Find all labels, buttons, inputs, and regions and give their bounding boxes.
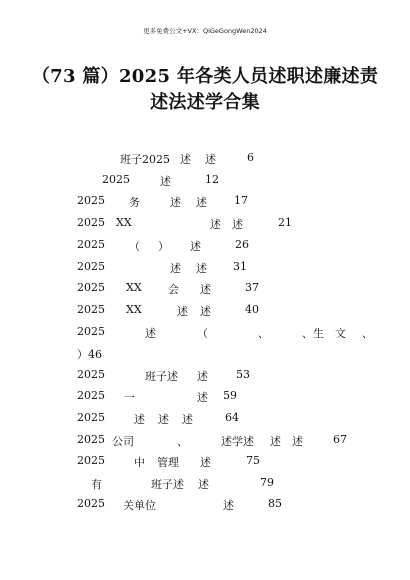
toc-page-number: 85	[268, 497, 282, 510]
toc-text-fragment: 述	[270, 435, 281, 448]
toc-page-number: 67	[333, 433, 347, 446]
toc-text-fragment: 2025	[77, 433, 105, 446]
toc-page-number: 79	[260, 476, 274, 489]
toc-text-fragment: 2025	[77, 260, 105, 273]
toc-page-number: 12	[205, 173, 219, 186]
toc-text-fragment: 中	[134, 456, 145, 469]
toc-text-fragment: 2025	[77, 281, 105, 294]
toc-page-number: 37	[245, 281, 259, 294]
toc-text-fragment: 述	[177, 305, 188, 318]
toc-text-fragment: 2025	[77, 194, 105, 207]
toc-text-fragment: 管理	[157, 456, 179, 469]
toc-text-fragment: 2025	[77, 497, 105, 510]
toc-page-number: 31	[233, 260, 247, 273]
toc-text-fragment: 2025	[77, 303, 105, 316]
toc-text-fragment: 、生	[302, 327, 324, 340]
toc-text-fragment: 一	[124, 391, 135, 404]
toc-text-fragment: 关单位	[123, 499, 156, 512]
toc-text-fragment: 述	[180, 153, 191, 166]
toc-text-fragment: 班子述	[145, 370, 178, 383]
toc-text-fragment: ）	[158, 240, 169, 253]
toc-text-fragment: 、	[362, 327, 373, 340]
toc-page-number: 21	[278, 216, 292, 229]
toc-page-number: 26	[235, 238, 249, 251]
toc-text-fragment: 2025	[77, 368, 105, 381]
toc-text-fragment: 述	[197, 370, 208, 383]
toc-text-fragment: 述	[145, 327, 156, 340]
toc-page-number: 59	[223, 389, 237, 402]
toc-text-fragment: 班子2025	[120, 153, 170, 166]
page-header-note: 更多免费公文+VX：QiGeGongWen2024	[143, 27, 267, 35]
toc-text-fragment: 、	[177, 435, 188, 448]
title-line-2: 述法述学合集	[150, 92, 260, 113]
toc-text-fragment: 2025	[77, 216, 105, 229]
title-line-1: （73 篇）2025 年各类人员述职述廉述责	[31, 66, 379, 87]
toc-text-fragment: 述	[158, 413, 169, 426]
toc-text-fragment: 务	[129, 196, 140, 209]
toc-text-fragment: 述	[200, 456, 211, 469]
toc-text-fragment: 2025	[77, 454, 105, 467]
toc-page-number: 53	[236, 368, 250, 381]
toc-text-fragment: 述	[232, 218, 243, 231]
toc-text-fragment: 述	[182, 413, 193, 426]
toc-page-number: 64	[225, 411, 239, 424]
toc-text-fragment: XX	[126, 281, 142, 294]
toc-page-number: 40	[245, 303, 259, 316]
toc-text-fragment: 会	[168, 283, 179, 296]
toc-text-fragment: 述学述	[221, 435, 254, 448]
toc-text-fragment: 述	[134, 413, 145, 426]
toc-text-fragment: 2025	[77, 411, 105, 424]
toc-text-fragment: 述	[170, 262, 181, 275]
toc-page-number: 17	[234, 194, 248, 207]
toc-text-fragment: 述	[196, 262, 207, 275]
toc-text-fragment: 2025	[77, 325, 105, 338]
toc-text-fragment: 2025	[102, 173, 130, 186]
toc-text-fragment: 述	[292, 435, 303, 448]
toc-text-fragment: XX	[126, 303, 142, 316]
toc-text-fragment: 述	[197, 391, 208, 404]
toc-text-fragment: 述	[223, 499, 234, 512]
toc-text-fragment: 2025	[77, 238, 105, 251]
toc-text-fragment: 有	[91, 478, 102, 491]
toc-text-fragment: 文	[335, 327, 346, 340]
toc-text-fragment: 述	[198, 478, 209, 491]
toc-text-fragment: 述	[200, 283, 211, 296]
toc-text-fragment: 班子述	[151, 478, 184, 491]
toc-text-fragment: 、	[258, 327, 269, 340]
toc-text-fragment: （	[197, 327, 208, 340]
toc-text-fragment: 公司	[112, 435, 134, 448]
toc-text-fragment: 述	[205, 153, 216, 166]
toc-text-fragment: 述	[190, 240, 201, 253]
toc-text-fragment: （	[129, 240, 140, 253]
toc-text-fragment: 述	[196, 196, 207, 209]
toc-page-number: ）46	[77, 348, 102, 361]
toc-text-fragment: 述	[200, 305, 211, 318]
toc-text-fragment: 述	[210, 218, 221, 231]
toc-page-number: 75	[246, 454, 260, 467]
toc-text-fragment: 述	[170, 196, 181, 209]
toc-text-fragment: 2025	[77, 389, 105, 402]
toc-text-fragment: 述	[160, 175, 171, 188]
toc-page-number: 6	[247, 151, 254, 164]
toc-text-fragment: XX	[116, 216, 132, 229]
